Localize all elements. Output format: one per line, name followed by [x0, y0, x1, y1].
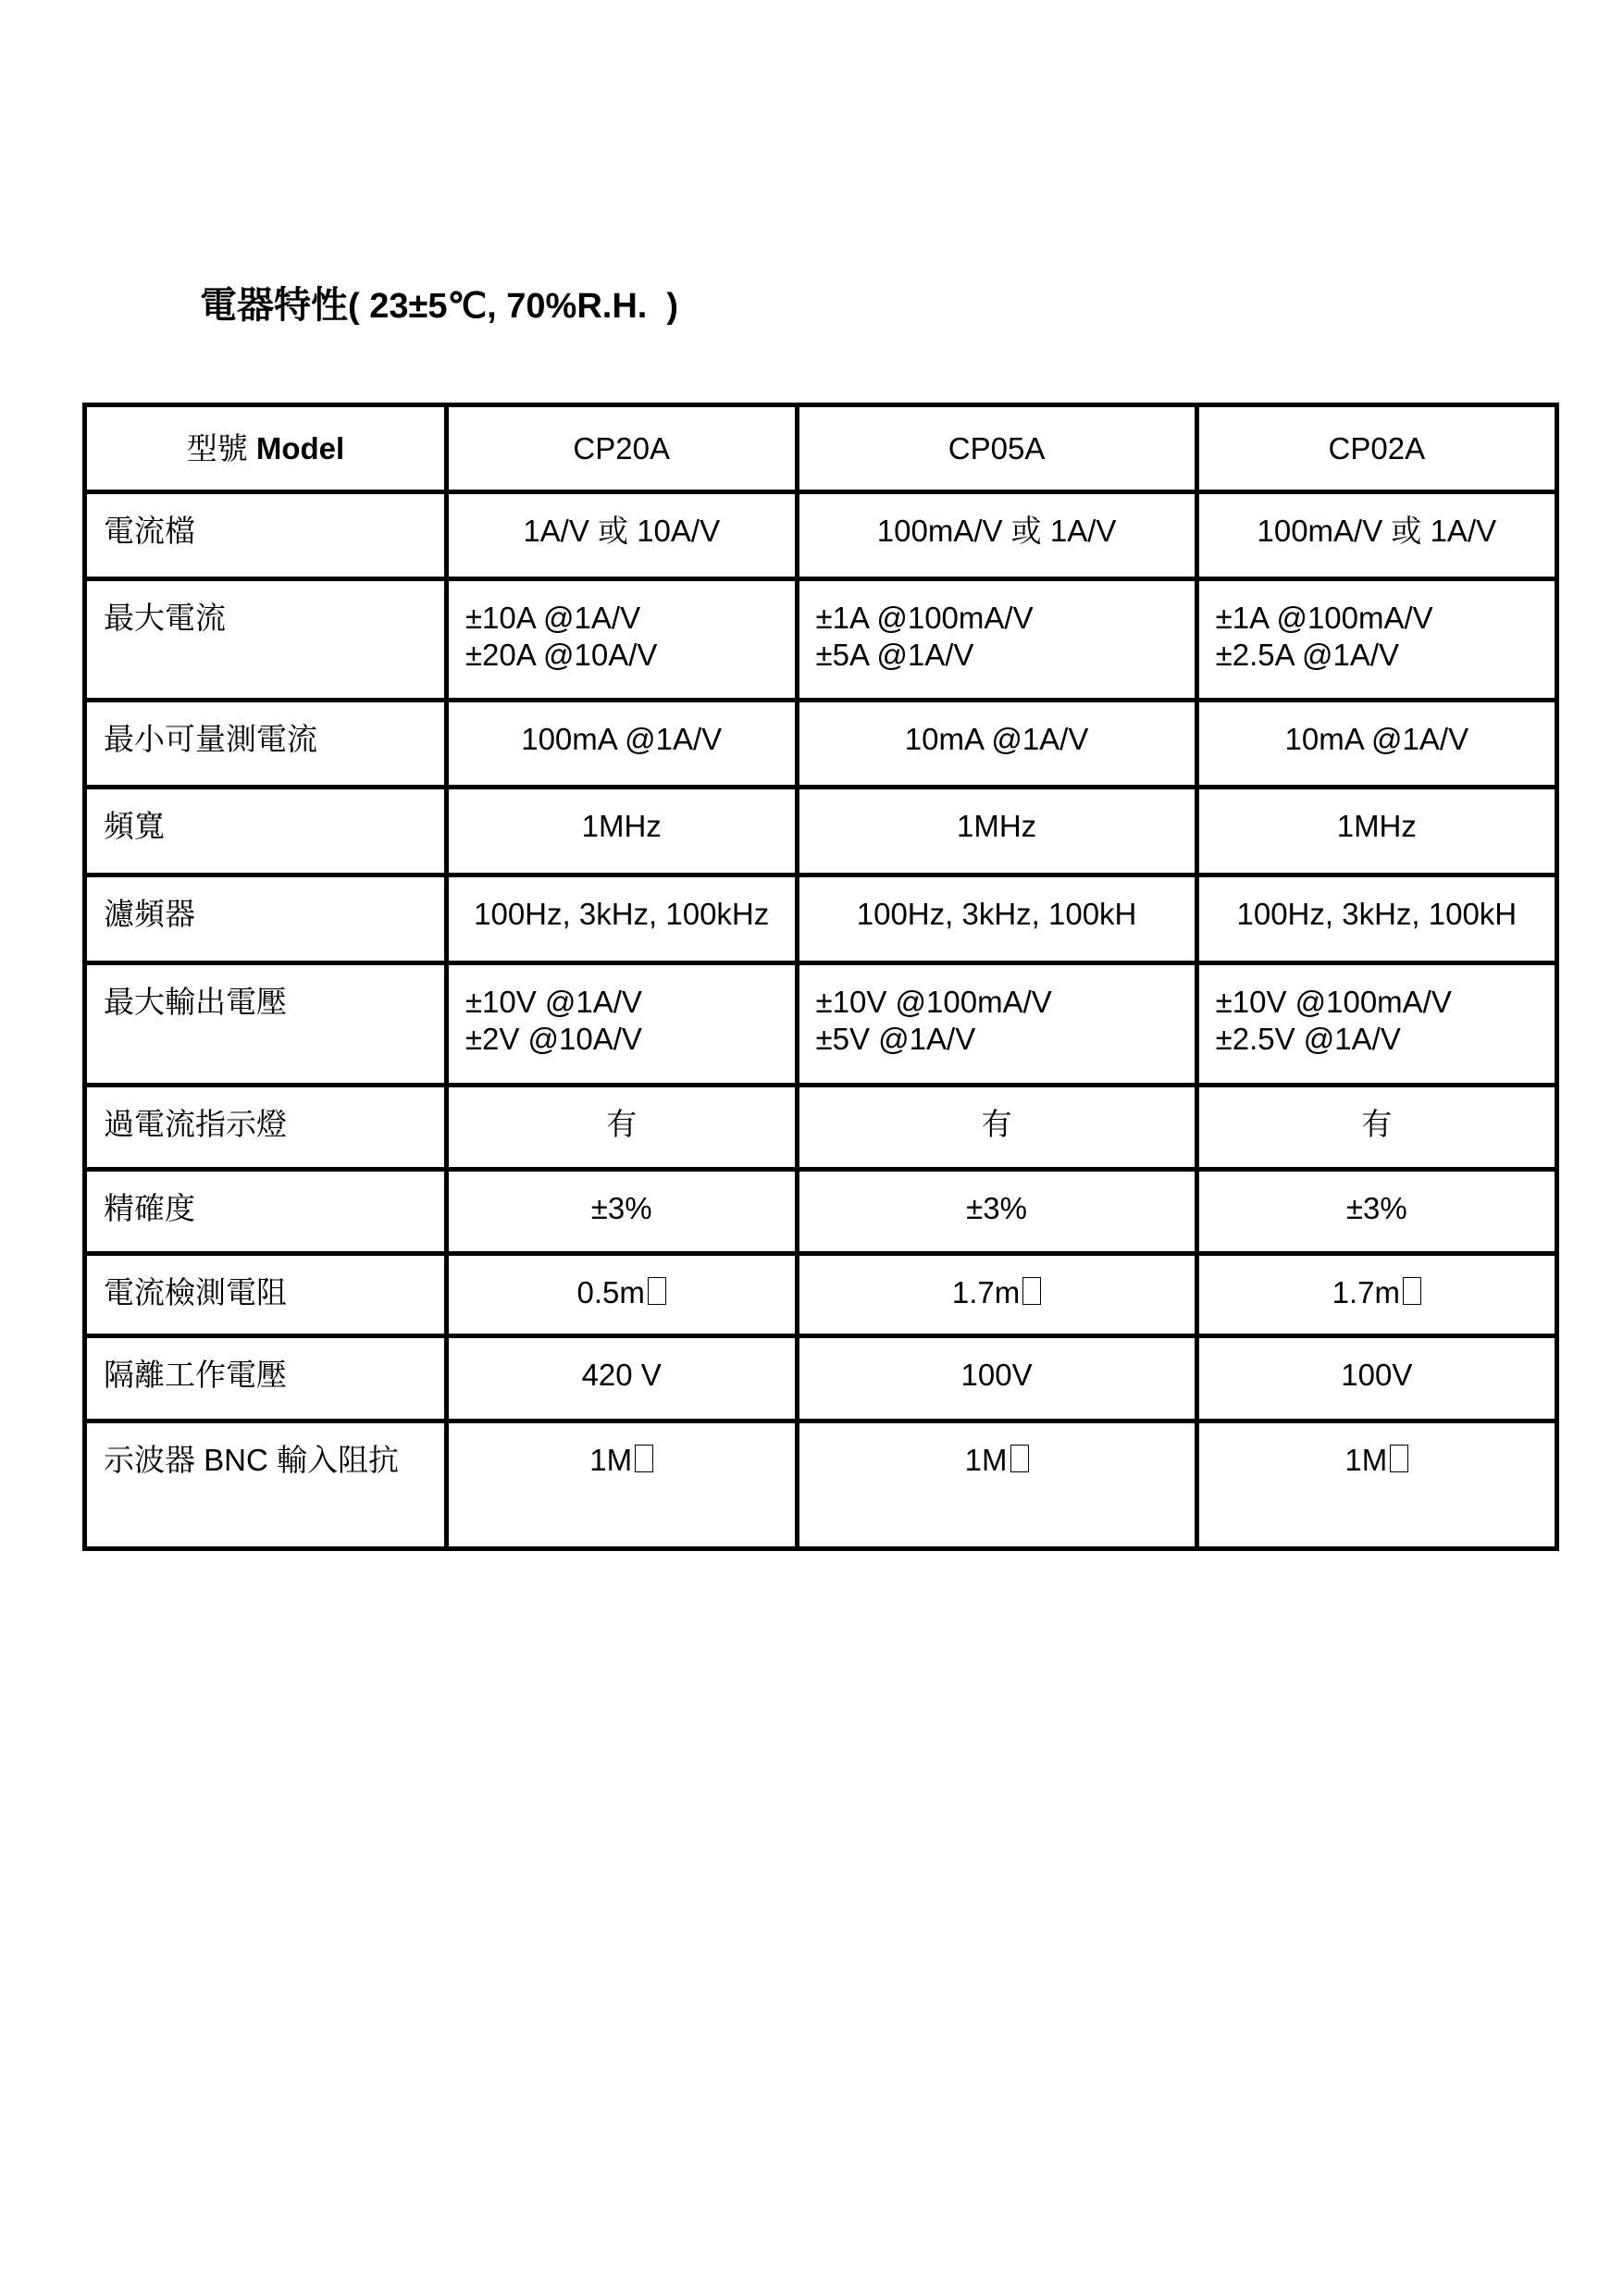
table-header-row: [85, 405, 1557, 492]
cell-text: [1199, 1442, 1555, 1479]
cell-text: [799, 1106, 1195, 1143]
cell-text: [1199, 1274, 1555, 1311]
section-title: [200, 276, 678, 329]
cell-bnc-input-impedance-cp05a: [797, 1421, 1196, 1549]
cell-value: ±1A @100mA/V: [815, 601, 1034, 635]
cell-value: 1MHz: [956, 809, 1037, 843]
cell-value: ±10A @1A/V: [465, 601, 641, 635]
cell-sense-resistor-cp20a: [446, 1254, 797, 1336]
cell-accuracy-cp20a: [446, 1170, 797, 1254]
cell-current-range-cp02a: [1196, 492, 1556, 579]
row-label-filter: 濾頻器: [85, 875, 447, 963]
cell-text: [1199, 1106, 1555, 1143]
cell-text: [465, 637, 795, 674]
cell-text: [449, 1357, 795, 1394]
cell-accuracy-cp02a: [1196, 1170, 1556, 1254]
cell-text: [1199, 1357, 1555, 1394]
cell-value: 1MHz: [581, 809, 662, 843]
cell-text: [799, 808, 1195, 845]
cell-max-output-voltage-cp20a: [446, 963, 797, 1086]
cell-filter-cp20a: [446, 875, 797, 963]
cell-value: 100mA/V 或 1A/V: [876, 514, 1117, 548]
row-label-isolation-voltage: 隔離工作電壓: [85, 1336, 447, 1421]
cell-value: 100mA @1A/V: [521, 722, 723, 756]
cell-text: [449, 513, 795, 550]
cell-text: [1199, 513, 1555, 550]
cell-max-current-cp05a: [797, 579, 1196, 701]
cell-isolation-voltage-cp05a: [797, 1336, 1196, 1421]
cell-text: [816, 984, 1195, 1021]
cell-text: [449, 1190, 795, 1227]
cell-value: ±2.5A @1A/V: [1215, 638, 1400, 672]
cell-value: 有: [981, 1107, 1012, 1141]
cell-text: [816, 637, 1195, 674]
cell-value: 有: [1361, 1107, 1393, 1141]
cell-text: [799, 1442, 1195, 1479]
cell-value: 100Hz, 3kHz, 100kH: [1236, 897, 1518, 931]
cell-text: [449, 721, 795, 758]
table-row: [85, 788, 1557, 875]
cell-value: 420 V: [581, 1358, 662, 1392]
header-model-label: [85, 405, 447, 492]
row-label-min-measurable-current: 最小可量測電流: [85, 701, 447, 788]
cell-text: [1216, 600, 1555, 637]
cell-min-measurable-current-cp20a: [446, 701, 797, 788]
missing-glyph-icon: [1403, 1277, 1421, 1305]
row-label-accuracy: 精確度: [85, 1170, 447, 1254]
cell-text: [799, 1190, 1195, 1227]
cell-bnc-input-impedance-cp20a: [446, 1421, 797, 1549]
table-row: [85, 579, 1557, 701]
cell-text: [1199, 1190, 1555, 1227]
cell-text: [465, 600, 795, 637]
table-row: [85, 1086, 1557, 1170]
cell-overcurrent-indicator-cp02a: [1196, 1086, 1556, 1170]
table-row: [85, 963, 1557, 1086]
row-label-current-range: 電流檔: [85, 492, 447, 579]
row-label-bandwidth: 頻寬: [85, 788, 447, 875]
header-label-en: Model: [255, 430, 345, 465]
cell-accuracy-cp05a: [797, 1170, 1196, 1254]
cell-max-output-voltage-cp05a: [797, 963, 1196, 1086]
missing-glyph-icon: [1390, 1445, 1408, 1472]
cell-min-measurable-current-cp05a: [797, 701, 1196, 788]
cell-text: [449, 1274, 795, 1311]
cell-value: ±3%: [966, 1191, 1027, 1225]
header-label-zh: 型號: [186, 430, 248, 465]
cell-text: [799, 721, 1195, 758]
cell-max-output-voltage-cp02a: [1196, 963, 1556, 1086]
cell-sense-resistor-cp02a: [1196, 1254, 1556, 1336]
missing-glyph-icon: [648, 1277, 666, 1305]
cell-value: ±20A @10A/V: [465, 638, 658, 672]
cell-value: 1M: [964, 1443, 1008, 1477]
cell-value: 100V: [1341, 1358, 1413, 1392]
cell-min-measurable-current-cp02a: [1196, 701, 1556, 788]
cell-value: ±5V @1A/V: [815, 1022, 976, 1056]
header-model-cp05a: CP05A: [797, 405, 1196, 492]
table-row: [85, 1421, 1557, 1549]
header-model-cp20a: CP20A: [446, 405, 797, 492]
cell-bandwidth-cp05a: [797, 788, 1196, 875]
cell-text: [799, 1274, 1195, 1311]
title-main: 電器特性: [200, 284, 348, 327]
cell-value: 100mA/V 或 1A/V: [1257, 514, 1497, 548]
table-row: [85, 1254, 1557, 1336]
cell-text: [449, 808, 795, 845]
table-row: [85, 875, 1557, 963]
cell-value: ±10V @1A/V: [465, 985, 642, 1019]
row-label-max-current: 最大電流: [85, 579, 447, 701]
cell-current-range-cp05a: [797, 492, 1196, 579]
cell-bandwidth-cp02a: [1196, 788, 1556, 875]
cell-value: 1A/V 或 10A/V: [523, 514, 721, 548]
cell-value: ±3%: [590, 1191, 652, 1225]
cell-value: ±2.5V @1A/V: [1215, 1022, 1401, 1056]
cell-value: ±2V @10A/V: [465, 1022, 642, 1056]
cell-value: ±1A @100mA/V: [1215, 601, 1433, 635]
row-label-max-output-voltage: 最大輸出電壓: [85, 963, 447, 1086]
table-row: [85, 1336, 1557, 1421]
cell-text: [1199, 721, 1555, 758]
cell-isolation-voltage-cp02a: [1196, 1336, 1556, 1421]
cell-text: [816, 1021, 1195, 1058]
title-conditions: ( 23±5℃, 70%R.H. ): [348, 287, 679, 326]
cell-value: 1MHz: [1336, 809, 1417, 843]
cell-value: 1M: [1344, 1443, 1388, 1477]
cell-text: [465, 984, 795, 1021]
cell-text: [799, 1357, 1195, 1394]
cell-value: 有: [606, 1107, 638, 1141]
cell-text: [1216, 637, 1555, 674]
missing-glyph-icon: [1010, 1445, 1029, 1472]
cell-value: 100V: [960, 1358, 1033, 1392]
cell-isolation-voltage-cp20a: [446, 1336, 797, 1421]
cell-value: 100Hz, 3kHz, 100kHz: [474, 897, 770, 931]
cell-bandwidth-cp20a: [446, 788, 797, 875]
cell-value: ±5A @1A/V: [815, 638, 974, 672]
header-model-cp02a: CP02A: [1196, 405, 1556, 492]
cell-value: 1.7m: [951, 1275, 1021, 1309]
cell-value: 10mA @1A/V: [904, 722, 1089, 756]
electrical-specs-table: [82, 403, 1559, 1551]
cell-bnc-input-impedance-cp02a: [1196, 1421, 1556, 1549]
cell-text: [449, 1106, 795, 1143]
cell-text: [816, 600, 1195, 637]
table-row: [85, 701, 1557, 788]
cell-sense-resistor-cp05a: [797, 1254, 1196, 1336]
cell-overcurrent-indicator-cp20a: [446, 1086, 797, 1170]
cell-text: [449, 896, 795, 933]
cell-value: 100Hz, 3kHz, 100kH: [856, 897, 1137, 931]
cell-max-current-cp02a: [1196, 579, 1556, 701]
cell-text: [465, 1021, 795, 1058]
cell-value: 1M: [589, 1443, 633, 1477]
missing-glyph-icon: [1022, 1277, 1041, 1305]
cell-filter-cp05a: [797, 875, 1196, 963]
cell-text: [449, 1442, 795, 1479]
cell-value: 0.5m: [576, 1275, 645, 1309]
cell-value: 1.7m: [1332, 1275, 1400, 1309]
row-label-bnc-input-impedance: 示波器 BNC 輸入阻抗: [85, 1421, 447, 1549]
missing-glyph-icon: [635, 1445, 653, 1472]
row-label-overcurrent-indicator: 過電流指示燈: [85, 1086, 447, 1170]
cell-text: [1216, 1021, 1555, 1058]
row-label-sense-resistor: 電流檢測電阻: [85, 1254, 447, 1336]
cell-value: ±3%: [1345, 1191, 1407, 1225]
cell-text: [799, 513, 1195, 550]
table-row: [85, 492, 1557, 579]
cell-current-range-cp20a: [446, 492, 797, 579]
cell-filter-cp02a: [1196, 875, 1556, 963]
cell-text: [799, 896, 1195, 933]
cell-text: [1199, 808, 1555, 845]
cell-overcurrent-indicator-cp05a: [797, 1086, 1196, 1170]
table-row: [85, 1170, 1557, 1254]
cell-text: [1199, 896, 1555, 933]
cell-value: ±10V @100mA/V: [1215, 985, 1452, 1019]
cell-text: [1216, 984, 1555, 1021]
cell-value: ±10V @100mA/V: [815, 985, 1052, 1019]
cell-max-current-cp20a: [446, 579, 797, 701]
cell-value: 10mA @1A/V: [1284, 722, 1469, 756]
